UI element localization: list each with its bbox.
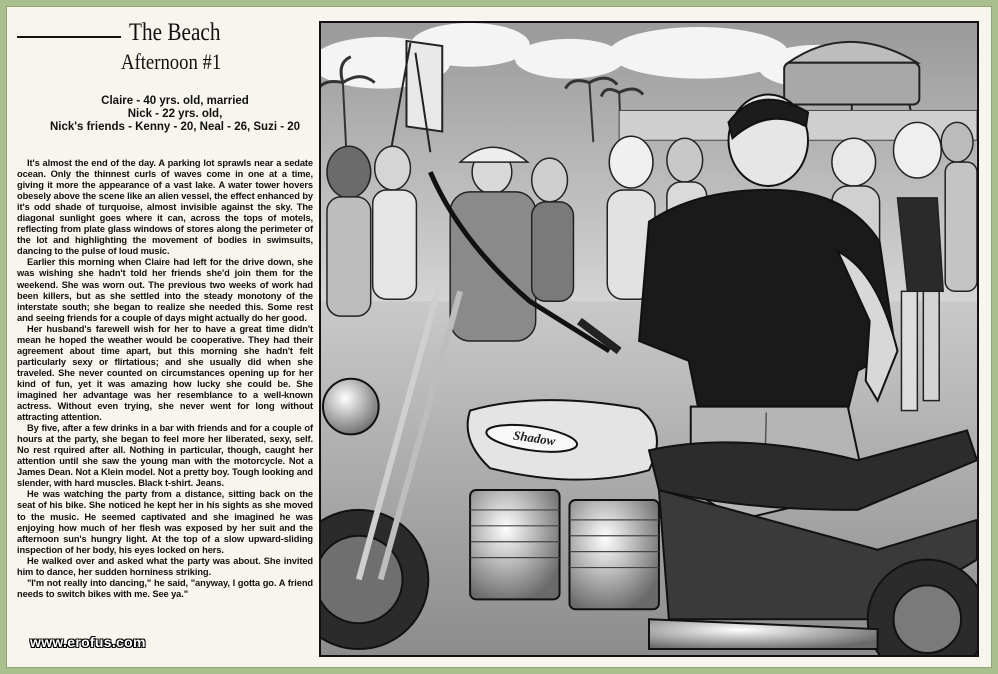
cast-line: Nick - 22 yrs. old,: [127, 108, 223, 120]
title-row: [17, 17, 313, 47]
story-text: [17, 158, 313, 600]
title-rule: [17, 36, 121, 38]
story-paragraph: It's almost the end of the day. A parking lot sprawls near a sedate ocean. Only the thinnest curls of waves come in one at a time, giving it more the appearance of a vast lake. A water tower hovers obesely above the scene like an alien vessel, the effect enhanced by it's odd shade of turquoise, almost invisible against the sky. The diagonal sunlight goes where it can, across the tops of motels, reflecting from plate glass windows of stores along the perimeter of the lot and highlighting the movement of bodies in swimsuits, dancing to the pulse of loud music.: [17, 158, 313, 257]
story-paragraph: Her husband's farewell wish for her to have a great time didn't mean he hoped the weather would be cooperative. They had their agreement about time apart, but this morning she hadn't felt particularly sexy or flirtatious; and she usually did when she traveled. She never counted on circumstances opening up for her kind of fun, yet it was amazing how lucky she could be. She imagined her advantage was her resemblance to a well-known actress. Without even trying, she never went for long without attracting attention.: [17, 323, 313, 423]
beach-biker-illustration: [321, 23, 977, 655]
cast-line: Claire - 40 yrs. old, married: [101, 95, 249, 107]
cast-line: Nick's friends - Kenny - 20, Neal - 26, Suzi - 20: [49, 121, 301, 133]
watermark: www.erofus.com: [30, 634, 146, 650]
page-subtitle: Afternoon #1: [121, 49, 222, 74]
cast-list: [37, 95, 313, 134]
page-title: The Beach: [129, 19, 221, 46]
story-paragraph: He was watching the party from a distance, sitting back on the seat of his bike. She noticed he kept her in his sights as she moved to the music. He seemed captivated and she imagined he was enjoying how much of her flesh was exposed by her suit and the afternoon sun's hungry light. At the top of a slow upward-sliding inspection of her body, his eyes locked on hers.: [17, 489, 313, 555]
story-paragraph: By five, after a few drinks in a bar with friends and for a couple of hours at the party, she began to feel more her liberated, sexy, self. No rest rquired after all. Nothing in particular, though, caught her attention until she saw the young man with the motorcycle. Not a James Dean. Not a Klein model. Not a pretty boy. Tough looking and slender, with hard muscles. Black t-shirt. Jeans.: [17, 423, 313, 489]
story-paragraph: He walked over and asked what the party was about. She invited him to dance, her sudden horniness striking.: [17, 555, 313, 577]
story-paragraph: Earlier this morning when Claire had left for the drive down, she was wishing she hadn't told her friends she'd join them for the weekend. She was worn out. The previous two weeks of work had been killers, but as she settled into the steady monotony of the interstate south; she began to realize she needed this. Some rest and seeing friends for a couple of days might actually do her good.: [17, 257, 313, 323]
tank-badge: Shadow: [512, 427, 557, 449]
illustration-panel: [319, 21, 979, 657]
text-column: [17, 17, 313, 600]
page-frame: [6, 6, 992, 668]
story-paragraph: "I'm not really into dancing," he said, "anyway, I gotta go. A friend needs to switch bikes with me. See ya.": [17, 577, 313, 599]
